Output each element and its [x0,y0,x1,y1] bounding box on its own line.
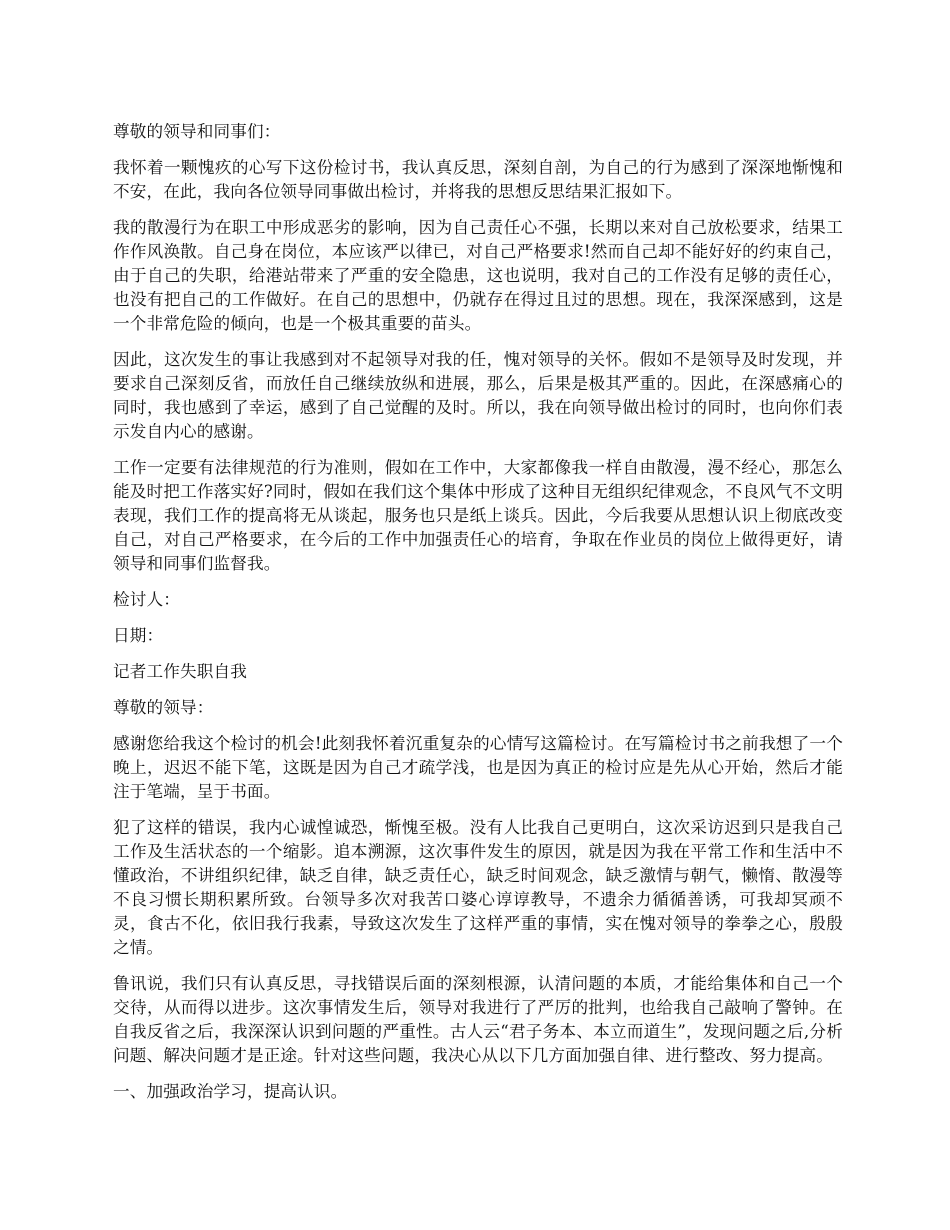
date-label: 日期： [113,626,164,645]
salutation-second: 尊敬的领导： [113,698,214,717]
paragraph-reflection: 鲁讯说，我们只有认真反思，寻找错误后面的深刻根源，认清问题的本质，才能给集体和自己一个交待，从而得以进步。这次事情发生后，领导对我进行了严厉的批判，也给我自己敲响了警钟。在自我反省之后，我深深认识到问题的严重性。古人云“君子务本、本立而道生”，发现问题之后,分析问题、解决问题才是正途。针对这些问题，我决心从以下几方面加强自律、进行整改、努力提高。 [113,974,843,1065]
signature-label: 检讨人： [113,590,180,609]
paragraph-behavior: 我的散漫行为在职工中形成恶劣的影响，因为自己责任心不强，长期以来对自己放松要求，结果工作作风涣散。自己身在岗位，本应该严以律已，对自己严格要求!然而自己却不能好好的约束自己，由于自己的失职，给港站带来了严重的安全隐患，这也说明，我对自己的工作没有足够的责任心，也没有把自己的工作做好。在自己的思想中，仍就存在得过且过的思想。现在，我深深感到，这是一个非常危险的倾向，也是一个极其重要的苗头。 [113,218,843,333]
document-body [113,120,843,1116]
paragraph-thanks: 感谢您给我这个检讨的机会!此刻我怀着沉重复杂的心情写这篇检讨。在写篇检讨书之前我想了一个晚上，迟迟不能下笔，这既是因为自己才疏学浅，也是因为真正的检讨应是先从心开始，然后才能注于笔端，呈于书面。 [113,734,843,801]
paragraph-commitment: 工作一定要有法律规范的行为准则，假如在工作中，大家都像我一样自由散漫，漫不经心，那怎么能及时把工作落实好?同时，假如在我们这个集体中形成了这种目无组织纪律观念，不良风气不文明表现，我们工作的提高将无从谈起，服务也只是纸上谈兵。因此，今后我要从思想认识上彻底改变自己，对自己严格要求，在今后的工作中加强责任心的培育，争取在作业员的岗位上做得更好，请领导和同事们监督我。 [113,458,843,573]
salutation: 尊敬的领导和同事们： [113,122,281,141]
section-title: 记者工作失职自我 [113,662,247,681]
paragraph-consequence: 因此，这次发生的事让我感到对不起领导对我的任，愧对领导的关怀。假如不是领导及时发现，并要求自己深刻反省，而放任自己继续放纵和进展，那么，后果是极其严重的。因此，在深感痛心的同时，我也感到了幸运，感到了自己觉醒的及时。所以，我在向领导做出检讨的同时，也向你们表示发自内心的感谢。 [113,350,843,441]
list-item-first: 一、加强政治学习，提高认识。 [113,1082,348,1101]
paragraph-intro: 我怀着一颗愧疚的心写下这份检讨书，我认真反思，深刻自剖，为自己的行为感到了深深地惭愧和不安，在此，我向各位领导同事做出检讨，并将我的思想反思结果汇报如下。 [113,158,843,201]
paragraph-mistake: 犯了这样的错误，我内心诚惶诚恐，惭愧至极。没有人比我自己更明白，这次采访迟到只是我自己工作及生活状态的一个缩影。追本溯源，这次事件发生的原因，就是因为我在平常工作和生活中不懂政治，不讲组织纪律，缺乏自律，缺乏责任心，缺乏时间观念，缺乏激情与朝气，懒惰、散漫等不良习惯长期积累所致。台领导多次对我苦口婆心谆谆教导，不遗余力循循善诱，可我却冥顽不灵，食古不化，依旧我行我素，导致这次发生了这样严重的事情，实在愧对领导的拳拳之心，殷殷之情。 [113,818,843,957]
